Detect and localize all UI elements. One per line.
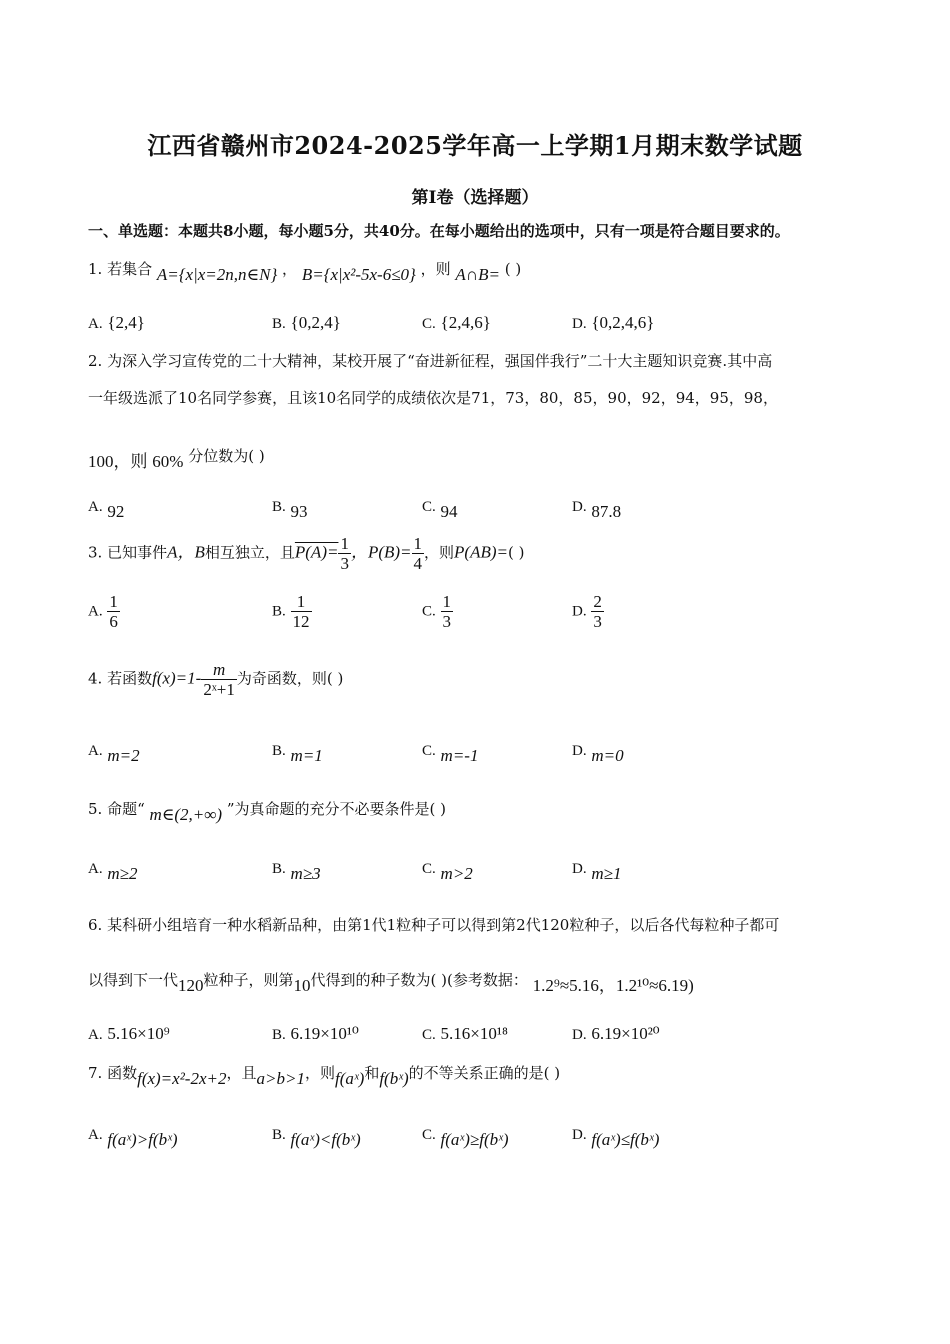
q6-n10: 10 <box>293 976 311 995</box>
exam-title: 江西省赣州市2024-2025学年高一上学期1月期末数学试题 <box>147 131 803 160</box>
q6-ref-label: (参考数据： <box>447 971 528 989</box>
q2-line-1: 2. 为深入学习宣传党的二十大精神，某校开展了“奋进新征程，强国伴我行”二十大主题知识竞赛.其中高 <box>88 352 773 370</box>
q6-seg-b: 粒种子，则第 <box>203 971 294 989</box>
q3-paren: ( ) <box>507 543 525 562</box>
q1-expr: A∩B= <box>455 265 500 284</box>
q6-ref-1: 1.2⁹≈5.16 <box>532 976 599 995</box>
q4-intro: 4. 若函数 <box>88 669 153 688</box>
q6-ref-2: ，1.2¹⁰≈6.19) <box>598 976 694 995</box>
q3-then: ，则 <box>424 543 455 562</box>
q3-p-b: ，P(B)= <box>350 542 412 562</box>
q2-tail: 分位数为( ) <box>188 447 265 465</box>
q6-line-2 <box>88 965 694 995</box>
section-heading: 一、单选题：本题共8小题，每小题5分，共40分。在每小题给出的选项中，只有一项是符合题目要求的。 <box>88 222 790 240</box>
q6-option-a[interactable]: A. 5.16×10⁹ <box>88 1024 170 1043</box>
q2-option-b[interactable]: B. 93 <box>272 499 308 521</box>
question-4-stem <box>88 660 343 699</box>
q5-option-b[interactable]: B. m≥3 <box>272 861 321 883</box>
q7-he: 和 <box>364 1064 380 1082</box>
q1-set-a: A={x|x=2n,n∈N} <box>156 265 278 284</box>
q4-option-b[interactable]: B. m=1 <box>272 743 323 765</box>
q5-intro: 5. 命题“ <box>88 800 145 818</box>
q7-tail: 的不等关系正确的是( ) <box>408 1064 561 1082</box>
q6-seg-c: 代得到的种子数为( ) <box>310 971 448 989</box>
q7-then: ，则 <box>304 1064 335 1082</box>
q7-intro: 7. 函数 <box>88 1064 138 1082</box>
q7-fa: f(aˣ) <box>334 1069 365 1088</box>
q3-option-b[interactable]: B. $\frac{1}{12}$ <box>272 592 310 631</box>
q1-option-d[interactable]: D. {0,2,4,6} <box>572 313 655 332</box>
q3-frac-b: $\frac{1}{4}$ <box>413 534 423 573</box>
q2-hundred-then: 100，则 <box>88 452 148 471</box>
q1-option-b[interactable]: B. {0,2,4} <box>272 313 341 332</box>
q7-option-c[interactable]: C. f(aˣ)≥f(bˣ) <box>422 1127 509 1149</box>
q2-option-d[interactable]: D. 87.8 <box>572 499 622 521</box>
q5-option-d[interactable]: D. m≥1 <box>572 861 622 883</box>
q7-cond: a>b>1 <box>256 1069 305 1088</box>
q5-option-a[interactable]: A. m≥2 <box>88 861 138 883</box>
q3-p-a-bar: P(A)= <box>294 542 339 562</box>
q7-fb: f(bˣ) <box>379 1069 409 1088</box>
q3-p-ab: P(AB)= <box>454 542 508 562</box>
q6-line-1: 6. 某科研小组培育一种水稻新品种，由第1代1粒种子可以得到第2代120粒种子，以后各代每粒种子都可 <box>88 916 780 934</box>
q3-option-d[interactable]: D. $\frac{2}{3}$ <box>572 592 602 631</box>
q1-intro: 1. 若集合 <box>88 260 153 278</box>
question-7-stem <box>88 1062 561 1088</box>
q6-option-c[interactable]: C. 5.16×10¹⁸ <box>422 1024 508 1043</box>
q2-line-2: 一年级选派了10名同学参赛，且该10名同学的成绩依次是71，73，80，85，90，92，94，95，98， <box>88 389 778 407</box>
q7-option-d[interactable]: D. f(aˣ)≤f(bˣ) <box>572 1127 660 1149</box>
q3-option-a[interactable]: A. $\frac{1}{6}$ <box>88 592 118 631</box>
q1-sep1: ， <box>282 260 298 278</box>
q4-option-a[interactable]: A. m=2 <box>88 743 140 765</box>
q2-option-a[interactable]: A. 92 <box>88 499 125 521</box>
q5-option-c[interactable]: C. m>2 <box>422 861 473 883</box>
q7-func: f(x)=x²-2x+2 <box>137 1069 227 1088</box>
q3-frac-a: $\frac{1}{3}$ <box>340 534 349 573</box>
q6-seg-a: 以得到下一代 <box>88 971 179 989</box>
q4-frac: $\frac{m}{\text{2ˣ+1}}$ <box>203 660 235 699</box>
q5-tail: ”为真命题的充分不必要条件是( ) <box>226 800 446 818</box>
q6-option-b[interactable]: B. 6.19×10¹⁰ <box>272 1024 359 1043</box>
q4-func: f(x)=1- <box>152 668 202 688</box>
q4-option-d[interactable]: D. m=0 <box>572 743 624 765</box>
part-heading: 第I卷（选择题） <box>411 188 539 208</box>
q3-events: A，B <box>167 542 205 562</box>
q7-option-b[interactable]: B. f(aˣ)<f(bˣ) <box>272 1127 361 1149</box>
question-3-stem <box>88 534 524 573</box>
q4-tail: 为奇函数，则( ) <box>236 669 344 688</box>
q7-and: ，且 <box>226 1064 257 1082</box>
q6-option-d[interactable]: D. 6.19×10²⁰ <box>572 1024 660 1043</box>
q7-option-a[interactable]: A. f(aˣ)>f(bˣ) <box>88 1127 178 1149</box>
q6-n120: 120 <box>178 976 204 995</box>
q2-percentile: 60% <box>152 452 184 471</box>
q1-option-c[interactable]: C. {2,4,6} <box>422 313 491 332</box>
q1-sep2: ，则 <box>420 260 451 278</box>
q1-option-a[interactable]: A. {2,4} <box>88 313 145 332</box>
q1-set-b: B={x|x²-5x-6≤0} <box>301 265 416 284</box>
q2-option-c[interactable]: C. 94 <box>422 499 458 521</box>
q3-intro: 3. 已知事件 <box>88 543 168 562</box>
q5-expr: m∈(2,+∞) <box>149 805 223 824</box>
q3-option-c[interactable]: C. $\frac{1}{3}$ <box>422 592 452 631</box>
q1-paren: ( ) <box>504 260 522 278</box>
q2-line-3 <box>88 441 265 471</box>
question-5-stem <box>88 798 446 824</box>
question-1-stem <box>88 258 522 284</box>
q3-mid: 相互独立，且 <box>204 543 295 562</box>
q4-option-c[interactable]: C. m=-1 <box>422 743 479 765</box>
